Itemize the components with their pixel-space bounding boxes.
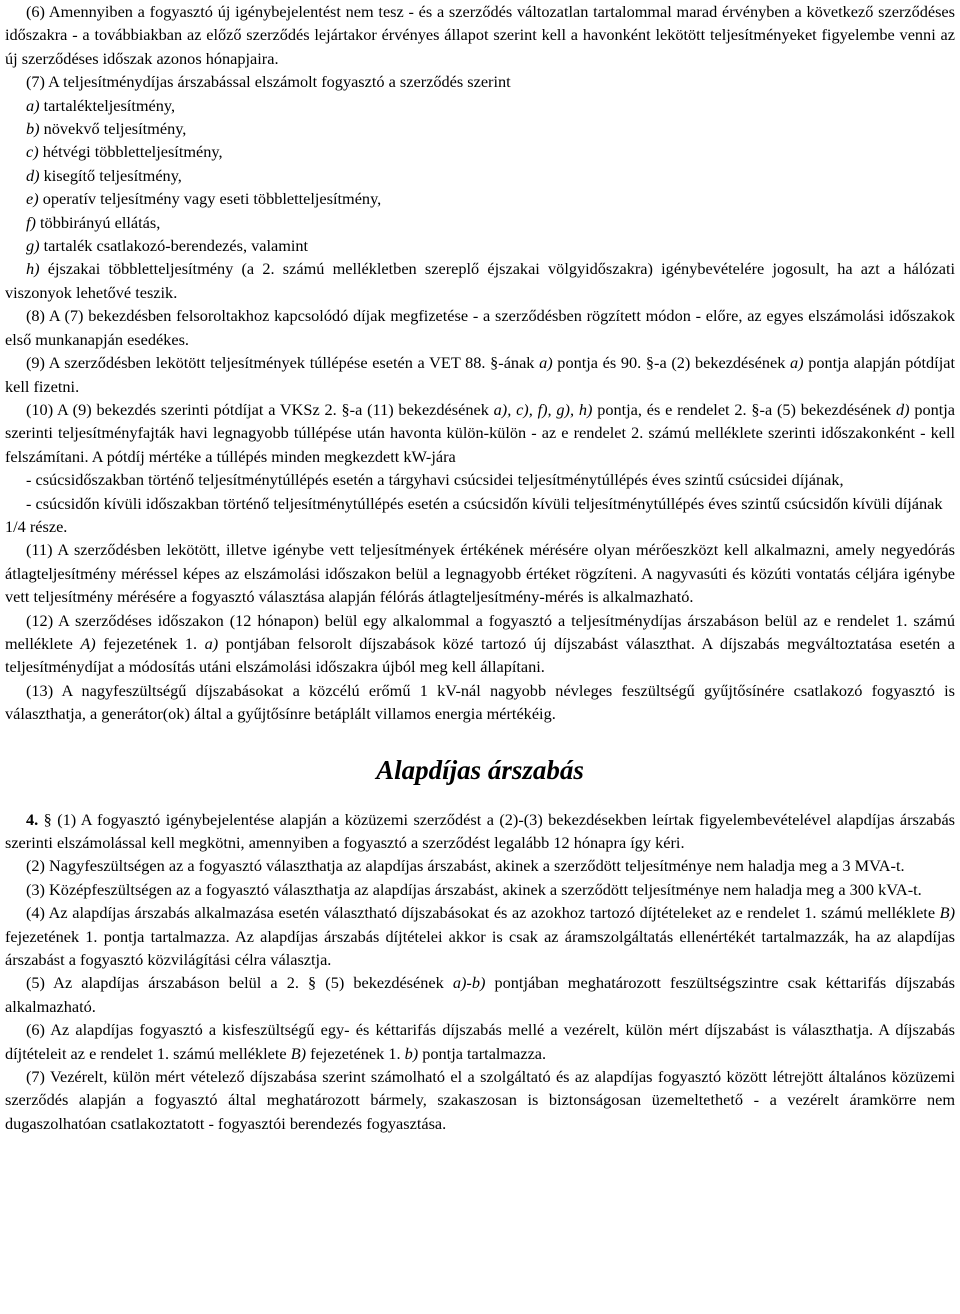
- text-run: pontja alapján pótdíjat kell fizetni.: [5, 353, 955, 396]
- item-label: d): [26, 165, 40, 185]
- paragraph-7-intro: (7) A teljesítménydíjas árszabással elszámolt fogyasztó a szerződés szerint: [26, 72, 511, 92]
- list-item: [5, 94, 955, 117]
- paragraph-10: [5, 398, 955, 468]
- paragraph-8: (8) A (7) bekezdésben felsoroltakhoz kapcsolódó díjak megfizetése - a szerződésben rögzített módon - előre, az egyes elszámolási időszakok első munkanapján esedékes.: [5, 306, 955, 349]
- section-4-paragraph-3: (3) Középfeszültségen az a fogyasztó választhatja az alapdíjas árszabást, akinek a szerződött teljesítménye nem haladja meg a 300 kVA-t.: [26, 879, 922, 899]
- text-run: fejezetének 1. pontja tartalmazza. Az alapdíjas árszabás díjtételei akkor is csak az áramszolgáltatás ellenértékét tartalmazzák, ha az alapdíjas árszabást a fogyasztó közvilágítási célra választja.: [5, 926, 955, 970]
- item-text: többirányú ellátás,: [35, 212, 161, 232]
- section-4-paragraph-1: [5, 808, 955, 855]
- item-label: c): [26, 142, 39, 162]
- point-ref: a): [204, 633, 219, 653]
- text-run: pontja, és e rendelet 2. §-a (5) bekezdésének: [592, 399, 896, 419]
- point-ref: a), c), f), g), h): [493, 399, 593, 419]
- point-ref: a): [790, 353, 804, 373]
- section-number: 4.: [26, 809, 39, 829]
- point-ref: A): [80, 633, 96, 653]
- text-run: (9) A szerződésben lekötött teljesítmények túllépése esetén a VET 88. §-ának: [26, 353, 540, 373]
- section-4-paragraph-2: (2) Nagyfeszültségen az a fogyasztó választhatja az alapdíjas árszabást, akinek a szerződött teljesítménye nem haladja meg a 3 MVA-t.: [26, 856, 905, 876]
- item-label: b): [26, 119, 40, 139]
- chapter-ref: B): [939, 903, 955, 923]
- point-ref: b): [404, 1043, 419, 1063]
- list-item-h: [5, 257, 955, 304]
- item-text: éjszakai többletteljesítmény (a 2. számú mellékletben szereplő éjszakai völgyidőszakra) igénybevételére jogosult, ha azt a hálózati viszonyok lehetővé teszik.: [5, 259, 955, 302]
- item-text: kisegítő teljesítmény,: [39, 165, 182, 185]
- text-run: (6) Az alapdíjas fogyasztó a kisfeszültségű egy- és kéttarifás díjszabás mellé a vezérelt, külön mért díjszabást is választhatja. A díjszabás díjtételeit az e rendelet 1. számú melléklete: [5, 1020, 955, 1063]
- text-run: fejezetének 1.: [306, 1043, 405, 1063]
- chapter-ref: B): [290, 1043, 307, 1063]
- item-label: f): [26, 212, 36, 232]
- list-item: [5, 234, 955, 257]
- item-text: tartalékteljesítmény,: [39, 95, 176, 115]
- item-text: operatív teljesítmény vagy eseti többletteljesítmény,: [38, 189, 382, 209]
- section-sign: §: [38, 809, 58, 829]
- text-run: pontja és 90. §-a (2) bekezdésének: [552, 353, 791, 373]
- paragraph-6: (6) Amennyiben a fogyasztó új igénybejelentést nem tesz - és a szerződés változatlan tartalommal marad érvényben a következő szerződéses időszakra - a továbbiakban az előző szerződés lejártakor érvényes állapot szerint kell a havonként lekötött teljesítményeket figyelembe venni az új szerződéses időszak azonos hónapjaira.: [5, 2, 955, 68]
- text-run: (1) A fogyasztó igénybejelentése alapján a közüzemi szerződést a (2)-(3) bekezdésekben leírtak figyelembevételével alapdíjas árszabás szerinti elszámolással kell megkötni, amennyiben a fogyasztó a szerződést legalább 12 hónapra így kéri.: [5, 809, 956, 852]
- text-run: pontja tartalmazza.: [418, 1043, 547, 1063]
- paragraph-10-dash-2: - csúcsidőn kívüli időszakban történő teljesítménytúllépés esetén a csúcsidőn kívüli teljesítménytúllépés éves szintű csúcsidőn kívüli díjának: [26, 493, 943, 513]
- point-ref: a)-b): [452, 973, 486, 993]
- point-ref: a): [539, 353, 553, 373]
- text-run: pontjában felsorolt díjszabások közé tartozó új díjszabást választhat. A díjszabás megváltoztatása esetén a teljesítménydíjat a módosítás utáni elszámolási időszakra újból meg kell állapítani.: [5, 633, 955, 677]
- paragraph-10-dash-1: - csúcsidőszakban történő teljesítménytúllépés esetén a tárgyhavi csúcsidei teljesítménytúllépés éves szintű csúcsidei díjának,: [26, 470, 844, 490]
- paragraph-13: (13) A nagyfeszültségű díjszabásokat a közcélú erőmű 1 kV-nál nagyobb névleges feszültségű gyűjtősínére csatlakozó fogyasztó is választhatja, a generátor(ok) által a gyűjtősínre betáplált villamos energia mértékéig.: [5, 680, 955, 724]
- item-label: g): [26, 236, 40, 256]
- section-heading: Alapdíjas árszabás: [376, 754, 584, 785]
- section-4-paragraph-5: [5, 971, 955, 1018]
- paragraph-7-list: [5, 94, 955, 305]
- paragraph-11: (11) A szerződésben lekötött, illetve igénybe vett teljesítmények értékének mérésére olyan mérőeszközt kell alkalmazni, amely negyedórás átlagteljesítmény méréssel képes az elszámolási időszakon belül a legnagyobb értéket rögzíteni. A nagyvasúti és közúti vontatás céljára igénybe vett teljesítmény mérésére a fogyasztó választása alapján félórás átlagteljesítmény-mérés is alkalmazható.: [5, 540, 955, 607]
- paragraph-12: [5, 609, 955, 679]
- item-label: h): [26, 259, 40, 279]
- text-run: fejezetének 1.: [95, 633, 205, 653]
- text-run: pontjában meghatározott feszültségszintre csak kéttarifás díjszabás alkalmazható.: [5, 973, 955, 1016]
- text-run: pontja szerinti teljesítményfajták havi legnagyobb túllépése után havonta külön-külön - az e rendelet 2. számú melléklete szerinti időszakonként - kell felszámítani. A pótdíj mértéke a túllépés minden megkezdett kW-jára: [5, 399, 956, 466]
- text-run: (5) Az alapdíjas árszabáson belül a 2. § (5) bekezdésének: [26, 973, 453, 993]
- point-ref: d): [895, 399, 910, 419]
- item-label: a): [26, 95, 40, 115]
- item-text: növekvő teljesítmény,: [39, 119, 187, 139]
- list-item: [5, 187, 955, 210]
- item-text: tartalék csatlakozó-berendezés, valamint: [39, 236, 309, 256]
- item-label: e): [26, 189, 39, 209]
- text-run: (12) A szerződéses időszakon (12 hónapon) belül egy alkalommal a fogyasztó a teljesítménydíjas árszabáson belül az e rendelet 1. számú melléklete: [5, 610, 955, 653]
- section-4-paragraph-6: [5, 1018, 955, 1065]
- paragraph-10-end: 1/4 része.: [5, 516, 68, 536]
- list-item: [5, 164, 955, 187]
- list-item: [5, 117, 955, 140]
- list-item: [5, 211, 955, 234]
- section-4-paragraph-7: (7) Vezérelt, külön mért vételező díjszabása szerint számolható el a szolgáltató és az alapdíjas fogyasztó között létrejött általános közüzemi szerződés alapján a fogyasztó által meghatározott bármely, szakaszosan is biztonságosan üzemeltethető - a vezérelt áramkörre nem dugaszolhatóan csatlakoztatott - fogyasztói berendezés fogyasztása.: [5, 1067, 955, 1133]
- section-4-paragraph-4: [5, 901, 955, 971]
- text-run: (4) Az alapdíjas árszabás alkalmazása esetén választható díjszabásokat és az azokhoz tartozó díjtételeket az e rendelet 1. számú melléklete: [26, 903, 940, 923]
- item-text: hétvégi többletteljesítmény,: [38, 142, 223, 162]
- list-item: [5, 140, 955, 163]
- paragraph-9: [5, 351, 955, 398]
- text-run: (10) A (9) bekezdés szerinti pótdíjat a VKSz 2. §-a (11) bekezdésének: [26, 399, 494, 419]
